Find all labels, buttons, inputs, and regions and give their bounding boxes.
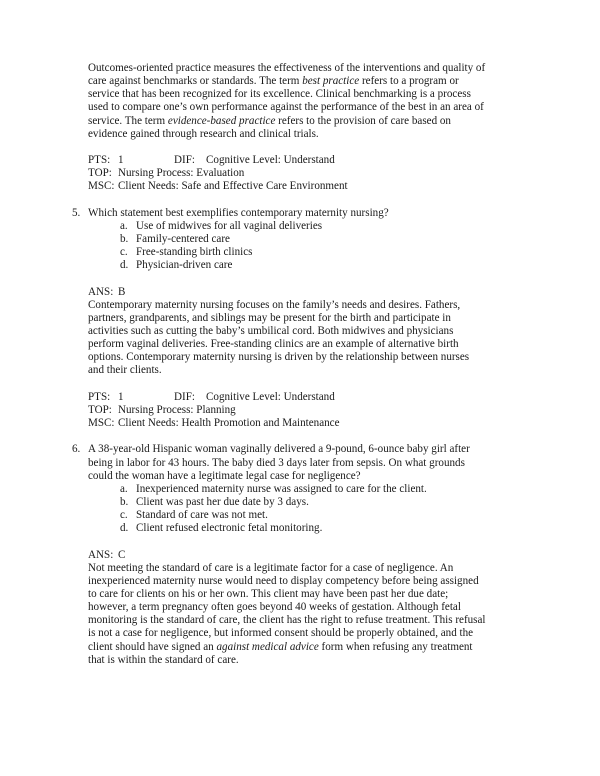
rationale-5-line-3: activities such as cutting the baby’s umbilical cord. Both midwives and physicians	[88, 324, 454, 337]
meta-block-4	[88, 154, 516, 193]
rationale-6-line-8: that is within the standard of care.	[88, 653, 239, 666]
rationale-5-line-6: and their clients.	[88, 364, 162, 377]
rationale-4-line-6: evidence gained through research and clinical trials.	[88, 127, 319, 140]
rationale-paragraph-4	[88, 62, 512, 141]
pts-value: 1	[118, 154, 124, 167]
dif-label: DIF:	[174, 154, 195, 167]
dif-label-5: DIF:	[174, 390, 195, 403]
top-value: Nursing Process: Evaluation	[118, 167, 245, 180]
answer-line-5	[88, 286, 516, 299]
rationale-6-line-7a: client should have signed an	[88, 640, 217, 653]
rationale-4-line-2a: care against benchmarks or standards. The term	[88, 75, 303, 88]
option-c[interactable]	[120, 246, 516, 259]
option-d-text: Physician-driven care	[136, 259, 233, 272]
meta-row-msc-5	[88, 417, 516, 430]
question-6-number: 6.	[72, 443, 81, 456]
pts-label: PTS:	[88, 154, 111, 167]
rationale-4-line-1: Outcomes-oriented practice measures the effectiveness of the interventions and quality of	[88, 62, 486, 74]
page-content	[72, 62, 516, 667]
option-b-letter: b.	[120, 496, 129, 509]
pts-value-5: 1	[118, 390, 124, 403]
dif-value-5: Cognitive Level: Understand	[206, 390, 335, 403]
answer-label-5: ANS:	[88, 285, 114, 298]
question-6-stem-line-1: A 38-year-old Hispanic woman vaginally delivered a 9-pound, 6-ounce baby girl after	[88, 443, 470, 456]
option-a-letter: a.	[120, 482, 128, 495]
rationale-4-line-4: used to compare one’s own performance against the performance of the best in an area of	[88, 101, 484, 114]
option-c-letter: c.	[120, 509, 128, 522]
rationale-5-line-4: perform vaginal deliveries. Free-standing clinics are an example of alternative birth	[88, 338, 459, 351]
option-b-text: Family-centered care	[136, 233, 230, 246]
dif-value: Cognitive Level: Understand	[206, 154, 335, 167]
option-b[interactable]	[120, 233, 516, 246]
meta-row-top	[88, 167, 516, 180]
question-6-options	[120, 483, 516, 536]
option-a-text: Inexperienced maternity nurse was assigned to care for the client.	[136, 482, 427, 495]
question-5-number: 5.	[72, 206, 81, 219]
top-label-5: TOP:	[88, 403, 112, 416]
option-a[interactable]	[120, 483, 516, 496]
option-c-text: Standard of care was not met.	[136, 509, 268, 522]
option-b-text: Client was past her due date by 3 days.	[136, 496, 309, 509]
option-d-text: Client refused electronic fetal monitoring.	[136, 522, 323, 535]
meta-row-pts-dif	[88, 154, 516, 167]
answer-value-6: C	[118, 548, 126, 561]
rationale-5-line-2: partners, grandparents, and siblings may be present for the birth and participate in	[88, 311, 451, 324]
msc-label: MSC:	[88, 180, 115, 193]
rationale-5-line-1: Contemporary maternity nursing focuses on the family’s needs and desires. Fathers,	[88, 298, 461, 311]
option-b-letter: b.	[120, 233, 129, 246]
option-a[interactable]	[120, 220, 516, 233]
rationale-6-line-3: to care for clients on his or her own. This client may have been past her due date;	[88, 587, 449, 600]
pts-label-5: PTS:	[88, 390, 111, 403]
term-against-medical-advice: against medical advice	[216, 640, 319, 653]
msc-value-5: Client Needs: Health Promotion and Maintenance	[118, 417, 340, 430]
question-5-options	[120, 220, 516, 273]
option-d-letter: d.	[120, 522, 129, 535]
meta-row-top-5	[88, 404, 516, 417]
top-label: TOP:	[88, 167, 112, 180]
rationale-6-line-6: is not a case for negligence, but informed consent should be properly obtained, and the	[88, 627, 474, 640]
rationale-4-line-5a: service. The term	[88, 114, 168, 127]
option-a-letter: a.	[120, 219, 128, 232]
rationale-4-line-2b: refers to a program or	[359, 75, 459, 88]
question-6-stem	[88, 443, 516, 482]
term-best-practice: best practice	[302, 75, 360, 88]
question-5-stem: Which statement best exemplifies contemporary maternity nursing?	[88, 206, 389, 219]
meta-row-pts-dif-5	[88, 391, 516, 404]
question-5	[72, 207, 516, 273]
answer-line-6	[88, 549, 516, 562]
msc-label-5: MSC:	[88, 417, 115, 430]
option-c-letter: c.	[120, 246, 128, 259]
rationale-paragraph-5	[88, 299, 512, 378]
rationale-4-line-5b: refers to the provision of care based on	[275, 114, 451, 127]
option-d[interactable]	[120, 522, 516, 535]
meta-block-5	[88, 391, 516, 430]
question-6	[72, 443, 516, 535]
rationale-5-line-5: options. Contemporary maternity nursing is driven by the relationship between nurses	[88, 351, 470, 364]
top-value-5: Nursing Process: Planning	[118, 403, 236, 416]
rationale-paragraph-6	[88, 562, 512, 667]
option-c[interactable]	[120, 509, 516, 522]
answer-label-6: ANS:	[88, 548, 114, 561]
meta-row-msc	[88, 180, 516, 193]
answer-value-5: B	[118, 285, 126, 298]
term-evidence-based-practice: evidence-based practice	[167, 114, 276, 127]
question-6-stem-line-2: being in labor for 43 hours. The baby died 3 days later from sepsis. On what grounds	[88, 456, 465, 469]
question-6-stem-line-3: could the woman have a legitimate legal case for negligence?	[88, 469, 361, 482]
option-d-letter: d.	[120, 259, 129, 272]
rationale-4-line-3: service that has been recognized for its excellence. Clinical benchmarking is a process	[88, 88, 471, 101]
rationale-6-line-2: inexperienced maternity nurse would need to display competency before being assigned	[88, 574, 479, 587]
rationale-6-line-4: however, a term pregnancy often goes beyond 40 weeks of gestation. Although fetal	[88, 601, 461, 614]
rationale-6-line-1: Not meeting the standard of care is a legitimate factor for a case of negligence. An	[88, 561, 454, 574]
option-b[interactable]	[120, 496, 516, 509]
rationale-6-line-7b: form when refusing any treatment	[318, 640, 473, 653]
rationale-6-line-5: monitoring is the standard of care, the client has the right to refuse treatment. This refusal	[88, 614, 486, 627]
option-c-text: Free-standing birth clinics	[136, 246, 253, 259]
option-d[interactable]	[120, 259, 516, 272]
msc-value: Client Needs: Safe and Effective Care Environment	[118, 180, 348, 193]
option-a-text: Use of midwives for all vaginal deliveries	[136, 219, 323, 232]
